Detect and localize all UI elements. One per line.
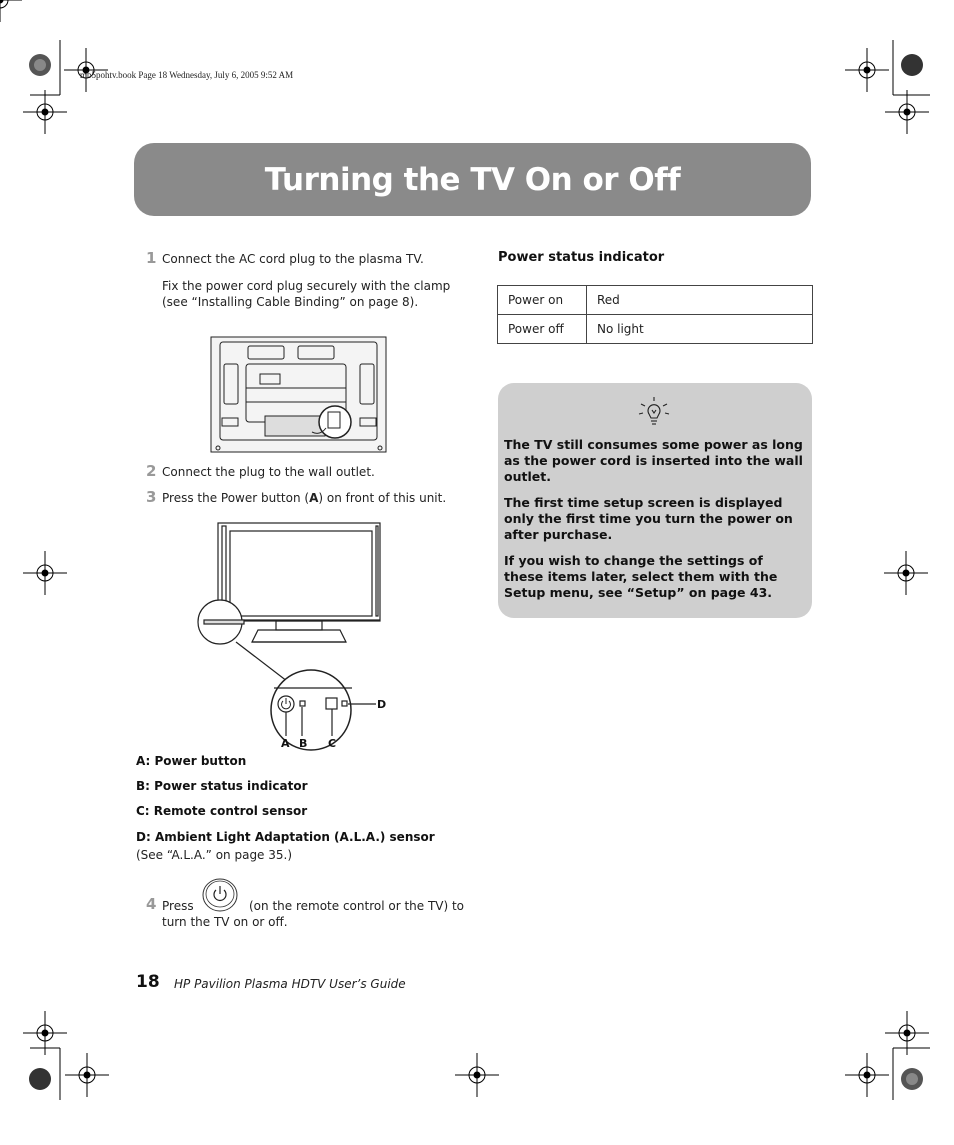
- table-cell-light: No light: [587, 315, 813, 344]
- step-1-note-line2: (see “Installing Cable Binding” on page 8).: [162, 295, 419, 309]
- print-slug: mb5pohtv.book Page 18 Wednesday, July 6, 2005 9:52 AM: [80, 70, 294, 80]
- step-3-text-before: Press the Power button (: [162, 491, 310, 505]
- tip-paragraph-3: If you wish to change the settings of these items later, select them with the Setup menu, see “Setup” on page 43.: [504, 553, 778, 600]
- step-4-text-after: (on the remote control or the TV) to: [249, 899, 465, 913]
- lightbulb-icon: [637, 396, 671, 430]
- legend-d-note: (See “A.L.A.” on page 35.): [136, 848, 293, 862]
- step-4-text-before: Press: [162, 899, 194, 913]
- power-status-heading: Power status indicator: [498, 250, 665, 265]
- step-3-text-after: ) on front of this unit.: [318, 491, 447, 505]
- power-status-table: [497, 285, 813, 344]
- page-number: 18: [136, 972, 160, 992]
- page-title: Turning the TV On or Off: [264, 161, 681, 198]
- step-1-number: 1: [146, 249, 157, 267]
- legend-c: C: Remote control sensor: [136, 804, 308, 818]
- callout-a: A: [281, 737, 290, 750]
- step-1-text: Connect the AC cord plug to the plasma TV.: [162, 252, 424, 266]
- tv-front-illustration: [196, 520, 396, 750]
- step-3-number: 3: [146, 488, 157, 506]
- tip-paragraph-1: The TV still consumes some power as long as the power cord is inserted into the wall outlet.: [504, 437, 803, 484]
- tip-box: [498, 383, 812, 618]
- tip-paragraph-2: The first time setup screen is displayed only the first time you turn the power on after purchase.: [504, 495, 793, 542]
- table-cell-state: Power on: [498, 286, 587, 315]
- footer-guide-title: HP Pavilion Plasma HDTV User’s Guide: [174, 977, 406, 991]
- legend-b: B: Power status indicator: [136, 779, 308, 793]
- tv-rear-illustration: [210, 336, 388, 456]
- step-3-text-bold: A: [309, 491, 319, 505]
- table-cell-light: Red: [587, 286, 813, 315]
- step-2-number: 2: [146, 462, 157, 480]
- callout-d: D: [377, 698, 387, 711]
- step-1-note-line1: Fix the power cord plug securely with the clamp: [162, 279, 451, 293]
- step-4-text-line2: turn the TV on or off.: [162, 915, 288, 929]
- title-banner: [134, 143, 811, 216]
- callout-b: B: [299, 737, 308, 750]
- table-row: [498, 286, 813, 315]
- legend-a: A: Power button: [136, 754, 247, 768]
- table-row: [498, 315, 813, 344]
- step-3-text: [162, 490, 446, 506]
- table-cell-state: Power off: [498, 315, 587, 344]
- legend-d: D: Ambient Light Adaptation (A.L.A.) sensor: [136, 830, 435, 844]
- power-button-icon: [201, 877, 239, 913]
- step-4-number: 4: [146, 895, 157, 913]
- callout-c: C: [328, 737, 337, 750]
- step-2-text: Connect the plug to the wall outlet.: [162, 465, 375, 479]
